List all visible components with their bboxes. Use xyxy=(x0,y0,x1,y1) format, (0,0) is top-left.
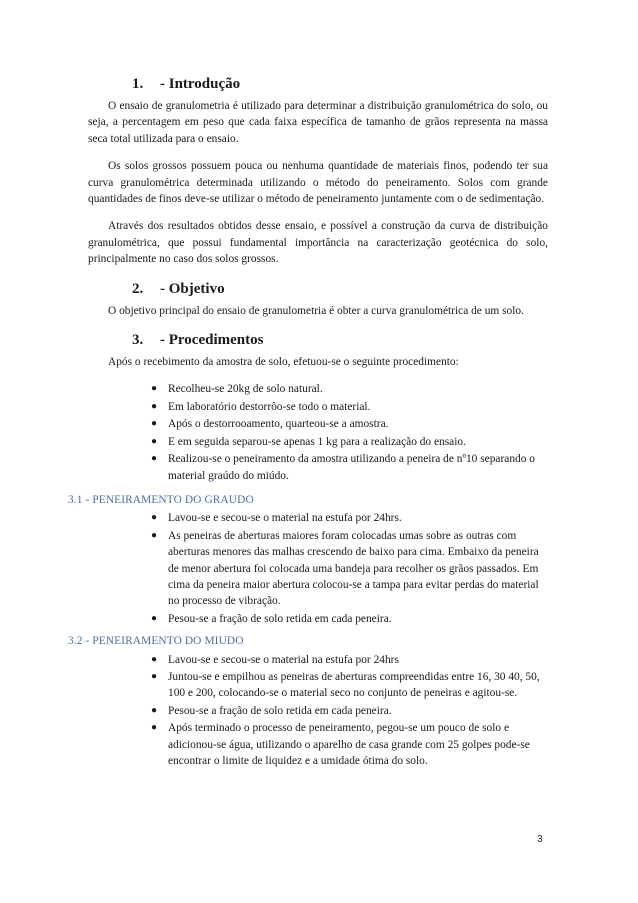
bullet-icon: ● xyxy=(151,704,158,716)
document-body xyxy=(68,74,548,775)
paragraph: Os solos grossos possuem pouca ou nenhuma quantidade de materiais finos, podendo ter sua curva granulométrica determinada utilizando o método do peneiramento. Solos com grande quantidades de finos deve-se utilizar o método de peneiramento juntamente com o de sedimentação. xyxy=(88,160,548,206)
list-item: ● Realizou-se o peneiramento da amostra utilizando a peneira de nº10 separando o material graúdo do miúdo. xyxy=(151,453,535,482)
page-number: 3 xyxy=(537,834,543,845)
paragraph: Após o recebimento da amostra de solo, efetuou-se o seguinte procedimento: xyxy=(108,356,459,369)
list-item: ● Pesou-se a fração de solo retida em cada peneira. xyxy=(151,703,548,719)
section-heading-objetivo xyxy=(88,279,548,299)
subsection-heading-miudo: 3.2 - PENEIRAMENTO DO MIUDO xyxy=(68,635,244,648)
section-number: 1. xyxy=(132,76,144,92)
bullet-icon: ● xyxy=(151,722,158,734)
bullet-icon: ● xyxy=(151,512,158,524)
section-title: - Objetivo xyxy=(160,280,225,297)
bullet-icon: ● xyxy=(151,612,158,624)
miudo-list xyxy=(88,652,548,770)
subsection-heading-graudo: 3.1 - PENEIRAMENTO DO GRAUDO xyxy=(68,493,254,506)
paragraph: Através dos resultados obtidos desse ensaio, e possível a construção da curva de distribuição granulométrica, que possui fundamental importância na caracterização geotécnica do solo, principalmente no caso dos solos grossos. xyxy=(88,220,548,266)
list-item: ● As peneiras de aberturas maiores foram colocadas umas sobre as outras com aberturas menores das malhas crescendo de baixo para cima. Embaixo da peneira de menor abertura foi colocada uma bandeja para recolher os grãos passados. Em cima da peneira maior abertura colocou-se a tampa para evitar perdas do material no processo de vibração. xyxy=(151,529,539,608)
section-number: 3. xyxy=(132,332,144,349)
section-title: - Procedimentos xyxy=(160,332,264,349)
procedure-list xyxy=(88,381,548,483)
bullet-icon: ● xyxy=(151,653,158,665)
paragraph: O objetivo principal do ensaio de granulometria é obter a curva granulométrica de um solo. xyxy=(108,304,524,317)
bullet-icon: ● xyxy=(151,670,158,682)
list-item: ● Após o destorrooamento, quarteou-se a amostra. xyxy=(151,416,548,432)
section-title: - Introdução xyxy=(160,76,241,92)
bullet-icon: ● xyxy=(151,529,158,541)
list-item: ● Em laboratório destorrôo-se todo o material. xyxy=(151,399,548,415)
section-heading-procedimentos xyxy=(88,330,548,350)
bullet-icon: ● xyxy=(151,435,158,447)
list-item: ● Após terminado o processo de peneiramento, pegou-se um pouco de solo e adicionou-se água, utilizando o aparelho de casa grande com 25 golpes pode-se encontrar o limite de liquidez e a umidade ótima do solo. xyxy=(151,722,530,767)
section-number: 2. xyxy=(132,280,144,297)
bullet-icon: ● xyxy=(151,418,158,430)
bullet-icon: ● xyxy=(151,453,158,465)
bullet-icon: ● xyxy=(151,400,158,412)
list-item: ● Lavou-se e secou-se o material na estufa por 24hrs xyxy=(151,652,548,668)
list-item: ● E em seguida separou-se apenas 1 kg para a realização do ensaio. xyxy=(151,434,548,450)
list-item: ● Recolheu-se 20kg de solo natural. xyxy=(151,381,548,397)
graudo-list xyxy=(88,510,548,627)
section-heading-introducao xyxy=(88,74,548,94)
list-item: ● Pesou-se a fração de solo retida em cada peneira. xyxy=(151,611,548,627)
bullet-icon: ● xyxy=(151,383,158,395)
list-item: ● Juntou-se e empilhou as peneiras de aberturas compreendidas entre 16, 30 40, 50, 100 e 200, colocando-se o material seco no conjunto de peneiras e agitou-se. xyxy=(151,670,540,700)
list-item: ● Lavou-se e secou-se o material na estufa por 24hrs. xyxy=(151,510,548,526)
paragraph: O ensaio de granulometria é utilizado para determinar a distribuição granulométrica do solo, ou seja, a percentagem em peso que cada faixa específica de tamanho de grãos representa na massa seca total utilizada para o ensaio. xyxy=(88,100,548,145)
